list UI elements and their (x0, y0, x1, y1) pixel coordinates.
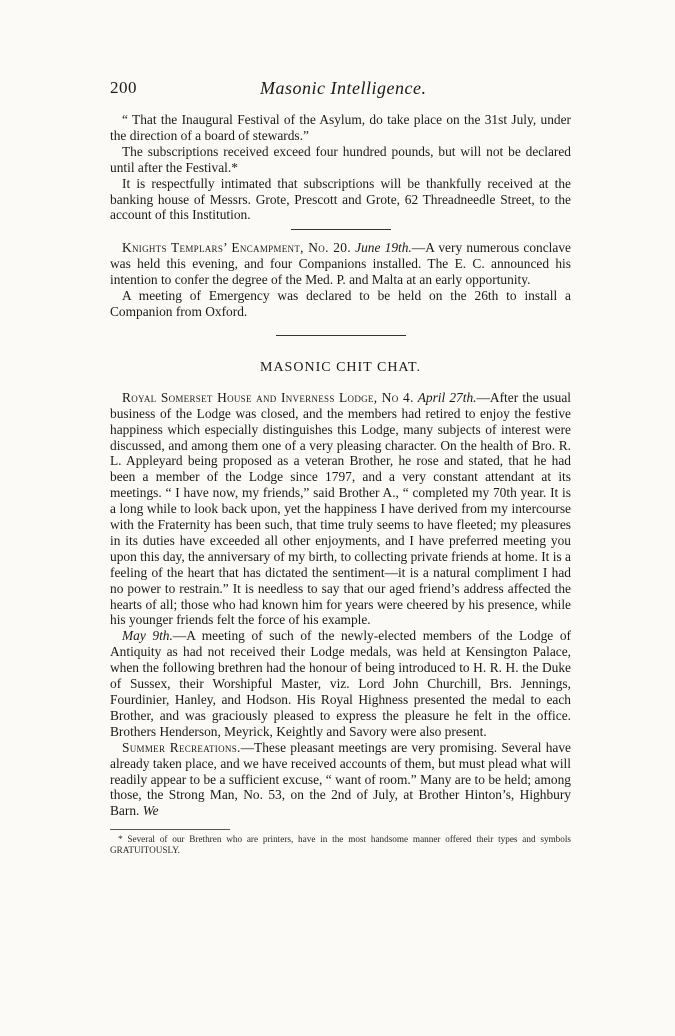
section-lead: Knights Templars’ Encampment, No. 20. (122, 240, 351, 256)
running-head (110, 78, 571, 112)
section-lead: Summer Recreations. (122, 739, 241, 755)
date: April 27th. (417, 389, 477, 405)
running-title: Masonic Intelligence. (260, 78, 427, 98)
encampment-section (110, 240, 571, 320)
divider (291, 229, 391, 230)
paragraph: It is respectfully intimated that subscriptions will be thankfully received at the banking house of Messrs. Grote, Prescott and Grote, 62 Threadneedle Street, to the account of this Institution. (110, 175, 571, 223)
paragraph-text: —A very numerous conclave was held this evening, and four Companions installed. The E. C. announced his intention to confer the degree of the Med. P. and Malta at an early opportunity. (110, 240, 571, 288)
paragraph (110, 628, 571, 739)
footnote-rule (110, 829, 230, 830)
paragraph (110, 740, 571, 820)
section-lead: Royal Somerset House and Inverness Lodge, No 4. (122, 389, 414, 405)
divider (276, 335, 406, 336)
paragraph-text: —After the usual business of the Lodge was closed, and the members had retired to enjoy the festive happiness which especially distinguishes this Lodge, many subjects of interest were discussed, and among them one of a very pleasing character. On the health of Bro. R. L. Appleyard being proposed as a veteran Brother, he rose and stated, that he had been a member of the Lodge since 1797, and a very constant attendant at its meetings. “ I have now, my friends,” said Brother A., “ completed my 70th year. It is a long while to look back upon, yet the happiness I have derived from my intercourse with the Fraternity has been such, that time truly seems to have fleeted; my pleasures in its duties have exceeded all other enjoyments, and I have preferred meeting you upon this day, the anniversary of my birth, to collecting private friends at home. It is a feeling of the heart that has dictated the sentiment—it is a natural compliment I had no power to restrain.” It is needless to say that our aged friend’s address affected the hearts of all; those who had known him for years were cheered by his presence, while his younger friends felt the force of his example. (110, 389, 571, 628)
page-number: 200 (110, 78, 137, 97)
paragraph: The subscriptions received exceed four hundred pounds, but will not be declared until after the Festival.* (110, 143, 571, 175)
paragraph (110, 240, 571, 288)
section-title: MASONIC CHIT CHAT. (260, 359, 421, 375)
paragraph-text: —These pleasant meetings are very promising. Several have already taken place, and we have received accounts of them, but must plead what will readily appear to be a sufficient excuse, “ want of room.” Many are to be held; among those, the Strong Man, No. 53, on the 2nd of July, at Brother Hinton’s, Highbury Barn. (110, 739, 571, 819)
asylum-section (110, 112, 571, 223)
paragraph (110, 390, 571, 629)
paragraph: “ That the Inaugural Festival of the Asylum, do take place on the 31st July, under the direction of a board of stewards.” (110, 112, 571, 143)
paragraph-end: We (142, 803, 159, 819)
chit-chat-section (110, 390, 571, 819)
date: May 9th. (122, 628, 173, 644)
footnote: * Several of our Brethren who are printers, have in the most handsome manner offered their types and symbols GRATUITOUSLY. (110, 834, 571, 856)
paragraph-text: —A meeting of such of the newly-elected members of the Lodge of Antiquity as had not received their Lodge medals, was held at Kensington Palace, when the following brethren had the honour of being introduced to H. R. H. the Duke of Sussex, their Worshipful Master, viz. Lord John Churchill, Brs. Jennings, Fourdinier, Hanley, and Hodson. His Royal Highness presented the medal to each Brother, and was graciously pleased to express the pleasure he felt in the office. Brothers Henderson, Meyrick, Keightly and Savory were also present. (110, 628, 571, 739)
date: June 19th. (355, 240, 412, 256)
paragraph: A meeting of Emergency was declared to be held on the 26th to install a Companion from Oxford. (110, 288, 571, 319)
